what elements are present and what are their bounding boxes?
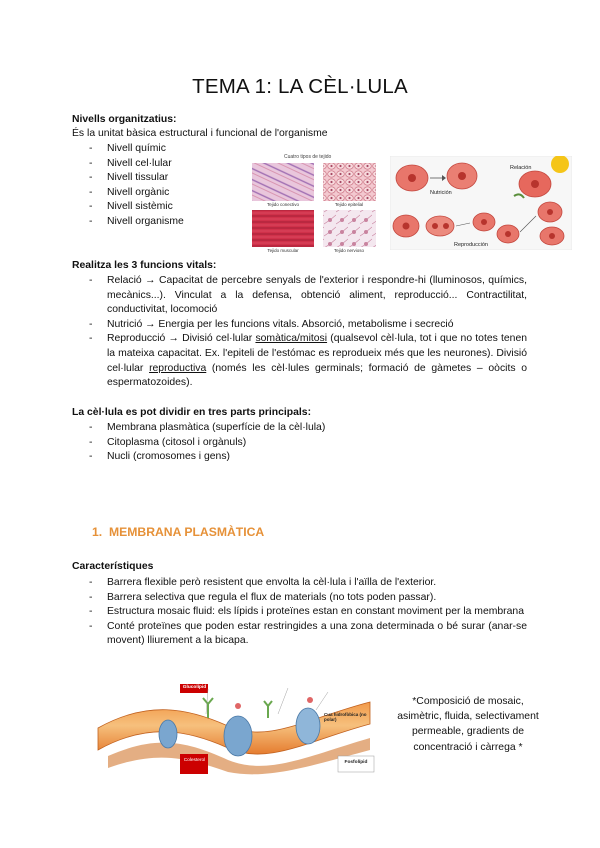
list-item: - Nivell químic: [72, 142, 184, 157]
list-item: - Barrera flexible però resistent que envolta la cèl·lula i l'aïlla de l'exterior.: [72, 576, 527, 591]
funcions-heading: Realitza les 3 funcions vitals:: [72, 260, 217, 271]
cell-functions-figure: [390, 156, 572, 250]
list-item: - Nivell orgànic: [72, 186, 184, 201]
list-item: - Barrera selectiva que regula el flux de materials (no tots poden passar).: [72, 591, 527, 606]
list-item: - Estructura mosaic fluid: els lípids i proteïnes estan en constant moviment per la membrana: [72, 605, 527, 620]
list-item: - Nutrició → Energia per les funcions vitals. Absorció, metabolisme i secreció: [72, 318, 527, 333]
list-item: - Membrana plasmàtica (superfície de la cèl·lula): [72, 421, 325, 436]
function-label-relation: Relación: [510, 165, 532, 171]
cell-functions-image: [390, 156, 572, 250]
section-number: 1.: [92, 525, 103, 539]
tissue-label: Tejido nervioso: [333, 248, 365, 253]
membrane-figure: [88, 678, 380, 780]
list-item: - Conté proteïnes que poden estar restringides a una zona determinada o bé surar (anar-se movent) lliurement a la bicapa.: [72, 620, 527, 649]
nivells-intro: És la unitat bàsica estructural i funcional de l'organisme: [72, 128, 328, 139]
list-item: - Nivell sistèmic: [72, 200, 184, 215]
function-label-reproduction: Reproducción: [454, 242, 488, 248]
tissue-label: Tejido conectivo: [266, 202, 300, 207]
reproduccio-term-reproductiva: reproductiva: [149, 362, 207, 374]
tissue-types-figure: [228, 154, 380, 254]
list-item: - Nucli (cromosomes i gens): [72, 450, 325, 465]
page-title: TEMA 1: LA CÈL·LULA: [192, 75, 408, 98]
label-fosfolipid: Fosfolípid: [344, 760, 368, 765]
muscle-tissue-image: [252, 210, 314, 247]
label-glucolipid: Glucolípid: [182, 685, 207, 690]
parts-heading: La cèl·lula es pot dividir en tres parts principals:: [72, 407, 312, 418]
label-cua-hidrofobica: Cua hidrofòbica (no polar): [324, 712, 367, 722]
list-item: - Nivell organisme: [72, 215, 184, 230]
list-item: - Nivell cel·lular: [72, 157, 184, 172]
membrane-illustration: [88, 678, 380, 780]
epithelial-tissue-image: [323, 163, 376, 201]
section-title: MEMBRANA PLASMÀTICA: [108, 525, 265, 539]
tissue-label: Tejido muscular: [267, 248, 299, 253]
tissue-figure-header: Cuatro tipos de tejido: [284, 154, 332, 160]
nervous-tissue-image: [323, 210, 376, 247]
list-item: - Relació → Capacitat de percebre senyals de l'exterior i respondre-hi (lluminosos, químics, mecànics...). Vinculat a la defensa, obtenció aliment, reproducció... Contractilitat, conductivitat, locomoció: [72, 274, 527, 318]
reproduccio-term-mitosi: somàtica/mitosi: [255, 333, 328, 345]
section-heading: [92, 525, 264, 539]
tissue-label: Tejido epitelial: [334, 202, 364, 207]
funcions-list: [72, 274, 527, 391]
nivells-list: [72, 142, 184, 230]
caracteristiques-list: [72, 576, 527, 649]
reproduccio-text: Reproducció → Divisió cel·lular: [107, 333, 256, 345]
reproduccio-text: (només les cèl·lules germinals; formació de gàmetes – oòcits o espermatozoides).: [107, 362, 527, 389]
label-colesterol: Colesterol: [183, 758, 206, 763]
nivells-heading: Nivells organitzatius:: [72, 114, 177, 125]
list-item: - Nivell tissular: [72, 171, 184, 186]
connective-tissue-image: [252, 163, 314, 201]
function-label-nutrition: Nutrición: [430, 190, 452, 196]
list-item: - Citoplasma (citosol i orgànuls): [72, 436, 325, 451]
parts-list: [72, 421, 325, 465]
caracteristiques-heading: Característiques: [72, 561, 154, 572]
list-item: [72, 332, 527, 390]
membrane-caption: *Composició de mosaic, asimètric, fluida, selectivament permeable, gradients de concentració i càrrega *: [397, 696, 539, 753]
reproduccio-text: (qualsevol cèl·lula, tot i que no totes tenen la mateixa capacitat. Ex. l'epiteli de l'estómac es reprodueix més que les neurones). Divisió cel·lular: [107, 333, 528, 374]
